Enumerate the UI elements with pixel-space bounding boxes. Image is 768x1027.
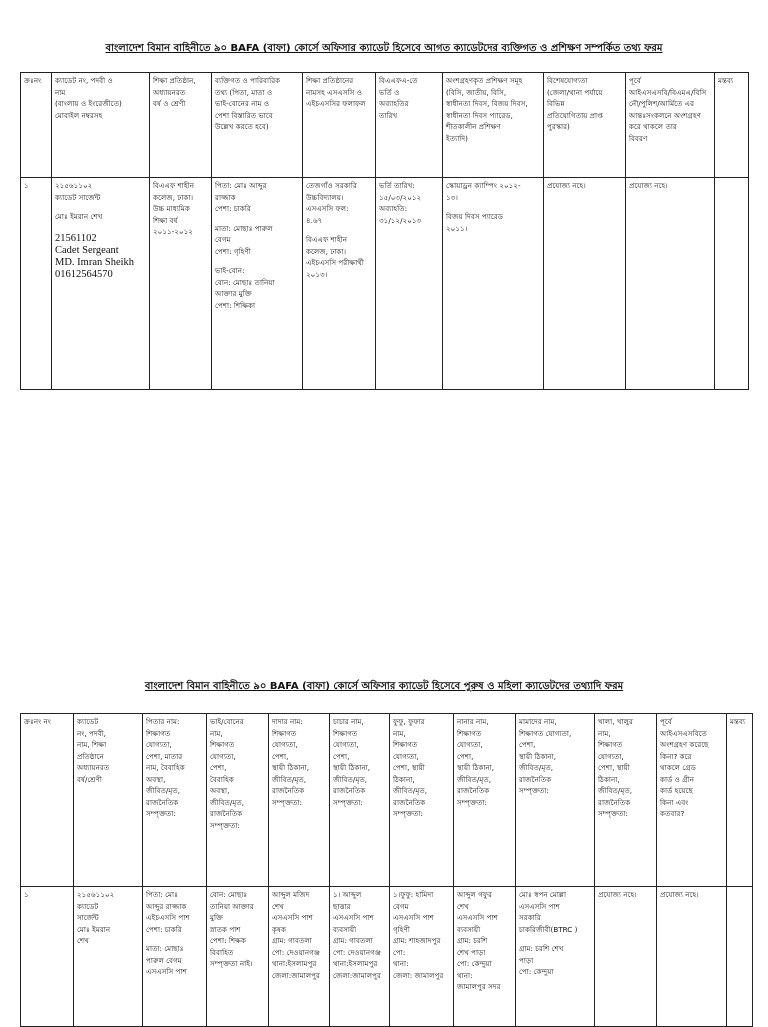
data-cell-text: মোঃ ইমরান <box>77 924 111 934</box>
data-cell-text: ১ <box>24 181 29 190</box>
header-cell-text: স্থায়ী ঠিকানা, <box>519 751 557 761</box>
header-cell-text: সম্পৃক্ততা: <box>519 786 549 796</box>
data-cell-text: বিজয় দিবস প্যারেড <box>446 212 504 222</box>
header-cell <box>626 73 715 178</box>
data-cell-text: গ্রাম: চরশি <box>457 936 488 946</box>
data-cell-text: এসএসসি পাশ <box>457 913 498 923</box>
header-cell-text: স্থায়ী ঠিকানা, <box>272 763 310 773</box>
header-cell-text: রাজনৈতিক <box>146 797 179 807</box>
header-cell-text: রাজনৈতিক <box>272 786 305 796</box>
data-cell-text: প্রযোজ্য নহে। <box>598 890 637 899</box>
data-cell-text: বেগম <box>393 901 409 911</box>
header-cell-text: বৈবাহিক <box>210 774 234 784</box>
header-cell-text: শিক্ষা প্রতিষ্ঠান, <box>153 76 196 85</box>
data-cell-text <box>215 215 299 223</box>
data-cell-text: থানা:ইসলামপুর <box>333 959 378 969</box>
data-cell-text: পেশা: শিক্ষিকা <box>215 300 256 310</box>
header-cell <box>330 714 390 887</box>
data-cell <box>657 887 727 1027</box>
header-cell <box>454 714 516 887</box>
data-cell <box>21 178 52 390</box>
data-cell-text: ১৩। <box>446 192 458 202</box>
data-cell <box>52 178 150 390</box>
header-cell-text: নাম, <box>210 728 223 738</box>
header-cell <box>390 714 454 887</box>
data-cell-text: ২০১১-২০১২ <box>153 227 193 237</box>
data-cell-text: আক্তার মুক্তি <box>215 289 252 299</box>
form1-table <box>20 72 749 390</box>
header-cell-text: মামাদের নাম, <box>519 717 557 726</box>
data-cell-text: এসএসসি পাশ <box>519 901 560 911</box>
data-cell-text: ক্যাডেট <box>77 901 99 911</box>
header-cell-text: ঠিকানা, <box>598 774 620 784</box>
data-cell-text: কৃষক <box>272 924 287 934</box>
data-cell-text: জেলা:জামালপুর <box>272 970 320 980</box>
header-cell-text: জীবিত/মৃত, <box>146 786 181 796</box>
form1-header-row <box>21 73 749 178</box>
header-cell-text: ঠিকানা, <box>393 774 415 784</box>
data-cell-text: বোন: মোছাঃ তানিয়া <box>215 277 275 287</box>
data-cell-text: ১৫/০৩/২০১২ <box>379 192 422 202</box>
data-cell-text: এসএসসি পাশ <box>272 913 313 923</box>
header-cell <box>376 73 443 178</box>
header-cell-text: শিক্ষাগত <box>457 728 482 738</box>
data-cell <box>727 887 753 1027</box>
header-cell-text: তথ্য (পিতা, মাতা ও <box>215 87 273 97</box>
header-cell <box>544 73 626 178</box>
header-cell-text: পূর্বে <box>629 76 641 85</box>
header-cell-text: আন্তঃসংকলনে অংশগ্রহণ <box>629 110 701 120</box>
header-cell-text: নাম <box>55 87 66 97</box>
header-cell-text: বিভিন্ন <box>547 99 565 109</box>
header-cell-text: ভাই-বোনের নাম ও <box>215 99 270 109</box>
header-cell-text: নাম, শিক্ষা <box>77 740 107 750</box>
header-cell-text: স্বাধীনতা দিবস প্যারেড, <box>446 110 513 120</box>
header-cell-text: তারিখ <box>379 110 398 120</box>
data-cell <box>74 887 143 1027</box>
data-cell-text: শেখ পাড়া <box>457 947 486 957</box>
data-cell-text: শিক্ষা বর্ষ <box>153 215 178 225</box>
data-cell-text: প্রযোজ্য নহে। <box>547 181 586 190</box>
header-cell <box>74 714 143 887</box>
header-cell-text: জীবিত/মৃত, <box>598 786 633 796</box>
header-cell-text: জীবিত/মৃত, <box>333 774 368 784</box>
header-cell-text: যোগ্যতা, <box>598 751 624 761</box>
data-cell <box>454 887 516 1027</box>
header-cell-text: যোগ্যতা, <box>393 751 419 761</box>
header-cell <box>212 73 303 178</box>
data-cell-text: মুক্তি <box>210 913 224 923</box>
header-cell-text: ইত্যাদি) <box>446 133 468 143</box>
data-cell-text: ক্যাডেট সার্জেন্ট <box>55 192 101 202</box>
header-cell-text: পেশা বিস্তারিত ভাবে <box>215 110 273 120</box>
header-cell <box>715 73 749 178</box>
cadet-english-line: 01612564570 <box>55 268 113 280</box>
data-cell-text: পিতা: মোঃ আব্দুর <box>215 181 267 190</box>
header-cell <box>516 714 595 887</box>
form2-title: বাংলাদেশ বিমান বাহিনীতে ৯০ BAFA (বাফা) কোর্সে অফিসার ক্যাডেট হিসেবে পুরুষ ও মহিলা ক্যাডেটদের তথ্যাদি ফরম <box>144 681 624 692</box>
data-cell-text: ৩১/১২/২০১৩ <box>379 215 422 225</box>
form1-data-row <box>21 178 749 390</box>
data-cell-text: থানা:ইসলামপুর <box>272 959 317 969</box>
header-cell-text: (জেলা/থানা পর্যায়ে <box>547 87 603 97</box>
header-cell-text: ভাই/বোনের <box>210 717 244 726</box>
header-cell-text: সম্পৃক্ততা: <box>598 809 628 819</box>
header-cell-text: রাজনৈতিক <box>457 786 490 796</box>
form2-header-row <box>21 714 753 887</box>
header-cell-text: রাজনৈতিক <box>393 797 426 807</box>
data-cell-text: পেশা: শিক্ষক <box>210 936 246 946</box>
header-cell <box>150 73 212 178</box>
data-cell-text: বিবাহিত <box>210 947 234 957</box>
data-cell-text: এইচএসসি পরীক্ষার্থী <box>306 258 364 268</box>
header-cell-text: জীবিত/মৃত, <box>519 763 554 773</box>
header-cell-text: যোগ্যতা, <box>146 740 172 750</box>
data-cell-text: পো: দেওয়ানগঞ্জ <box>272 947 321 957</box>
header-cell-text: পেশা, স্থায়ী <box>598 763 630 773</box>
data-cell-text: বিএএফ শাহীন <box>306 235 347 245</box>
data-cell-text: পেশা: চাকরি <box>146 924 182 934</box>
form1-title: বাংলাদেশ বিমান বাহিনীতে ৯০ BAFA (বাফা) কোর্সে অফিসার ক্যাডেট হিসেবে আগত ক্যাডেটদের ব্যক্তিগত ও প্রশিক্ষণ সম্পর্কিত তথ্য ফরম <box>105 43 663 54</box>
header-cell-text: নৌ/পুলিশ/আর্মিতে এর <box>629 99 695 109</box>
header-cell <box>443 73 544 178</box>
data-cell <box>390 887 454 1027</box>
data-cell-text <box>215 257 299 265</box>
data-cell-text: অব্যাহতি: <box>379 204 408 214</box>
header-cell-text: নাম, <box>393 728 406 738</box>
data-cell-text: বোন: মোছাঃ <box>210 890 248 899</box>
data-cell-text: ১।ফুফু: হামিদা <box>393 890 434 899</box>
data-cell-text: এসএসসি ফল: <box>306 204 349 214</box>
data-cell-text: আব্দুর রাজ্জাক <box>146 901 187 911</box>
data-cell-text: এসএসসি পাশ <box>333 913 374 923</box>
data-cell-text: চাকরিজীবী(BTRC ) <box>519 924 578 934</box>
data-cell-text: এসএসসি পাশ <box>393 913 434 923</box>
header-cell <box>303 73 376 178</box>
header-cell-text: অবস্থা, <box>210 786 230 796</box>
data-cell-text: পিতা: মোঃ <box>146 890 178 899</box>
header-cell-text: জীবিত/মৃত, <box>210 797 245 807</box>
data-cell <box>303 178 376 390</box>
data-cell-text: প্রযোজ্য নহে। <box>629 181 668 190</box>
header-cell-text: যোগ্যতা, <box>333 740 359 750</box>
data-cell-text: ১ <box>24 890 29 899</box>
header-cell-text: পেশা, <box>272 751 289 761</box>
data-cell <box>595 887 657 1027</box>
data-cell-text: মোঃ স্বপন মোল্লা <box>519 890 567 899</box>
form2-table <box>20 713 753 1027</box>
data-cell <box>21 887 74 1027</box>
header-cell-text: খালা, খালুর <box>598 717 633 726</box>
data-cell <box>143 887 207 1027</box>
data-cell-text: আব্দুল গফুর <box>457 890 492 899</box>
header-cell-text: স্থায়ী ঠিকানা, <box>457 763 495 773</box>
header-cell-text: বিবরণ <box>629 133 648 143</box>
header-cell <box>21 714 74 887</box>
header-cell-text: সম্পৃক্ততা: <box>333 797 363 807</box>
header-cell-text: পেশা, মাতার <box>146 751 183 761</box>
data-cell-text: রাজ্জাক <box>215 192 236 202</box>
header-cell-text: থাকলে গ্রেড <box>660 763 696 773</box>
data-cell-text: পো: কেন্দুয়া <box>519 967 554 977</box>
header-cell <box>52 73 150 178</box>
data-cell-text: ২০১৩। <box>306 269 328 279</box>
header-cell-text: ভর্তি ও <box>379 87 400 97</box>
data-cell-text <box>718 180 745 188</box>
data-cell-text: ছাত্তার <box>333 901 351 911</box>
data-cell-text: ২১৫৬১১০২ <box>77 890 115 899</box>
header-cell <box>657 714 727 887</box>
data-cell-text: উচ্চবিদ্যালয়। <box>306 192 344 202</box>
header-cell-text: শিক্ষাগত যোগ্যতা, <box>519 728 572 738</box>
data-cell-text <box>306 226 372 234</box>
header-cell-text: নানার নাম, <box>457 717 489 726</box>
header-cell-text: মন্তব্য <box>730 717 746 726</box>
header-cell-text: প্রতিষ্ঠানে <box>77 751 104 761</box>
header-cell-text: যোগ্যতা, <box>457 740 483 750</box>
data-cell-text: কলেজ, ঢাকা। <box>306 246 347 256</box>
data-cell-text: পো: <box>393 947 406 957</box>
data-cell-text: সরকারি <box>519 913 541 923</box>
header-cell-text: পেশা, <box>519 740 536 750</box>
header-cell-text: রাজনৈতিক <box>519 774 552 784</box>
data-cell-text: থানা: <box>457 970 473 980</box>
header-cell-text: ক্রঃনং নং <box>24 717 51 726</box>
header-cell-text: কার্ড ও গ্রীন <box>660 774 694 784</box>
header-cell-text: শিক্ষাগত <box>598 740 623 750</box>
data-cell-text: ভর্তি তারিখ: <box>379 181 415 190</box>
header-cell-text: ক্যাডেট নং, পদবী ও <box>55 76 113 85</box>
data-cell-text: ব্যবসায়ী <box>333 924 357 934</box>
header-cell-text: পেশা, <box>333 751 350 761</box>
data-cell-text: মোঃ ইমরান শেখ <box>55 212 103 222</box>
data-cell-text: গ্রাম: চরশি শেখ <box>519 944 564 954</box>
cadet-english-line: Cadet Sergeant <box>55 244 119 256</box>
data-cell-text: শেখ <box>272 901 284 911</box>
header-cell-text: নং, পদবী, <box>77 728 106 738</box>
header-cell-text: শিক্ষাগত <box>393 740 418 750</box>
data-cell <box>207 887 269 1027</box>
data-cell <box>715 178 749 390</box>
header-cell <box>727 714 753 887</box>
header-cell-text: শিক্ষাগত <box>333 728 358 738</box>
data-cell-text: পারুল বেগম <box>146 955 182 965</box>
data-cell-text <box>146 935 203 943</box>
header-cell-text: পিতার নাম: <box>146 717 180 726</box>
header-cell-text: স্বাধীনতা দিবস, বিজয় দিবস, <box>446 99 528 109</box>
header-cell-text: পেশা, স্থায়ী <box>393 763 425 773</box>
header-cell-text: রাজনৈতিক <box>333 786 366 796</box>
form2-data-row <box>21 887 753 1027</box>
data-cell-text: ভাই-বোন: <box>215 266 245 276</box>
header-cell-text: ফুফু, ফুফার <box>393 717 425 726</box>
header-cell-text: সম্পৃক্ততা: <box>210 820 240 830</box>
header-cell-text: (বিসি, জাতীয়, বিসি, <box>446 87 507 97</box>
header-cell-text: প্রতিযোগিতায় প্রাপ্ত <box>547 110 604 120</box>
header-cell-text: বর্ষ ও শ্রেণী <box>153 99 186 109</box>
header-cell-text: অব্যাহতির <box>379 99 409 109</box>
data-cell-text: এসএসসি পাশ <box>146 967 187 977</box>
data-cell-text: পেশা: গৃহিণী <box>215 246 251 256</box>
data-cell-text: তেজগাঁও সরকারি <box>306 181 357 190</box>
header-cell-text: অংশগ্রহণ করেছে <box>660 740 709 750</box>
data-cell <box>626 178 715 390</box>
header-cell-text: ক্রঃনং <box>24 76 42 85</box>
data-cell-text: বিএএফ শাহীন <box>153 181 194 190</box>
data-cell-text: বেগম <box>215 235 231 245</box>
header-cell-text: যোগ্যতা, <box>210 751 236 761</box>
data-cell <box>150 178 212 390</box>
header-cell-text: পূর্বে <box>660 717 672 726</box>
data-cell-text: তানিয়া আক্তার <box>210 901 254 911</box>
header-cell-text: শীতকালীন প্রশিক্ষণ <box>446 122 501 132</box>
header-cell-text: মোবাইল নম্বরসহ <box>55 110 103 120</box>
header-cell-text: জীবিত/মৃত, <box>272 774 307 784</box>
data-cell-text: মাতা: মোছাঃ পারুল <box>215 223 273 233</box>
header-cell-text: উল্লেখ করতে হবে) <box>215 122 269 132</box>
header-cell-text: চাচার নাম, <box>333 717 364 726</box>
data-cell-text: সার্জেন্ট <box>77 913 99 923</box>
data-cell-text: এইচএসসি পাশ <box>146 913 190 923</box>
data-cell-text: ২০১১। <box>446 223 468 233</box>
header-cell-text: সম্পৃক্ততা: <box>272 797 302 807</box>
header-cell <box>595 714 657 887</box>
header-cell-text: বিএএফএ-তে <box>379 76 418 85</box>
data-cell <box>269 887 330 1027</box>
data-cell-text: পাড়া <box>519 955 534 965</box>
header-cell-text: শিক্ষাগত <box>146 728 171 738</box>
data-cell <box>330 887 390 1027</box>
data-cell-text: শেখ <box>457 901 469 911</box>
header-cell-text: করে থাকলে তার <box>629 122 677 132</box>
header-cell-text: শিক্ষা প্রতিষ্ঠানের <box>306 76 354 85</box>
header-cell-text: সম্পৃক্ততা: <box>393 809 423 819</box>
data-cell-text: উচ্চ মাধ্যমিক <box>153 204 190 214</box>
data-cell <box>516 887 595 1027</box>
header-cell-text: নামসহ এসএসসি ও <box>306 87 362 97</box>
data-cell-text: স্কোয়াড্রন ক্যাম্পিং ২০১২- <box>446 181 521 190</box>
data-cell-text: আব্দুল মজিদ <box>272 890 310 899</box>
header-cell-text: শিক্ষাগত <box>210 740 235 750</box>
data-cell-text: গ্রাম: গাবতলা <box>333 936 373 946</box>
data-cell-text: ২১৫৬১১০২ <box>55 181 93 190</box>
header-cell-text: (বাংলায় ও ইংরেজীতে) <box>55 99 122 109</box>
header-cell-text: জীবিত/মৃত, <box>393 786 428 796</box>
data-cell <box>376 178 443 390</box>
data-cell-text: গ্রাম: শাহজাদপুর <box>393 936 441 946</box>
data-cell-text: পো: দেওয়ানগঞ্জ <box>333 947 382 957</box>
header-cell-text: কিনা এবং <box>660 797 689 807</box>
header-cell-text: বিশেষযোগ্যতা <box>547 76 588 85</box>
data-cell-text <box>730 889 749 897</box>
data-cell-text: জেলা:জামালপুর <box>333 970 381 980</box>
header-cell-text: যোগ্যতা, <box>272 740 298 750</box>
cadet-english-line: MD. Imran Sheikh <box>55 256 135 268</box>
header-cell-text: অংশগ্রহণকৃত প্রশিক্ষণ সমূহ <box>446 76 523 85</box>
data-cell-text: ব্যবসায়ী <box>457 924 481 934</box>
data-cell <box>443 178 544 390</box>
data-cell-text: জামালপুর সদর <box>457 982 501 992</box>
header-cell-text: কিনা? করে <box>660 751 692 761</box>
data-cell-text: স্নাতক পাশ <box>210 924 241 934</box>
header-cell-text: জীবিত/মৃত, <box>457 774 492 784</box>
header-cell-text: রাজনৈতিক <box>598 797 631 807</box>
data-cell-text: ৪.৬৭ <box>306 215 323 225</box>
data-cell-text: গ্রাম: গাবতলা <box>272 936 312 946</box>
data-cell-text: থানা: <box>393 959 409 969</box>
header-cell-text: অধ্যায়নরত <box>77 763 110 773</box>
header-cell <box>207 714 269 887</box>
header-cell-text: এইচএসসির ফলাফল <box>306 99 366 109</box>
header-cell-text: আইএসএসবি/বিএমএ/বিসি <box>629 87 707 97</box>
header-cell <box>21 73 52 178</box>
data-cell-text: ১। আব্দুল <box>333 890 362 899</box>
header-cell-text: নাম, বৈবাহিক <box>146 763 185 773</box>
header-cell-text: পেশা, <box>210 763 227 773</box>
data-cell-text <box>55 203 146 211</box>
header-cell-text: পেশা, <box>457 751 474 761</box>
cadet-english-details <box>55 233 146 281</box>
header-cell <box>143 714 207 887</box>
header-cell-text: অধ্যায়নরত <box>153 87 186 97</box>
header-cell-text: কতবার? <box>660 809 685 819</box>
data-cell-text: জেলা: জামালপুর <box>393 970 444 980</box>
header-cell-text: অবস্থা, <box>146 774 166 784</box>
cadet-english-line: 21561102 <box>55 232 97 244</box>
data-cell-text <box>519 935 591 943</box>
header-cell-text: রাজনৈতিক <box>210 809 243 819</box>
data-cell-text <box>446 203 540 211</box>
data-cell-text: সম্পৃক্ততা নাই। <box>210 959 253 969</box>
header-cell-text: পুরস্কার) <box>547 122 570 132</box>
header-cell-text: মন্তব্য <box>718 76 734 85</box>
header-cell-text: কার্ড হয়েছে <box>660 786 693 796</box>
header-cell-text: স্থায়ী ঠিকানা, <box>333 763 371 773</box>
data-cell <box>544 178 626 390</box>
header-cell-text: ক্যাডেট <box>77 717 99 726</box>
header-cell <box>269 714 330 887</box>
header-cell-text: বর্ষ/শ্রেণী <box>77 774 102 784</box>
data-cell-text: প্রযোজ্য নহে। <box>660 890 699 899</box>
header-cell-text: সম্পৃক্ততা: <box>457 797 487 807</box>
data-cell <box>212 178 303 390</box>
data-cell-text: পেশা: চাকরি <box>215 204 251 214</box>
data-cell-text: পো: কেন্দুয়া <box>457 959 492 969</box>
data-cell-text: কলেজ, ঢাকা। <box>153 192 194 202</box>
data-cell-text: মাতা: মোছাঃ <box>146 944 184 954</box>
data-cell-text: গৃহিণী <box>393 924 410 934</box>
header-cell-text: ব্যক্তিগত ও পারিবারিক <box>215 76 281 85</box>
header-cell-text: আইএসএসবিতে <box>660 728 707 738</box>
header-cell-text: দাদার নাম: <box>272 717 303 726</box>
header-cell-text: সম্পৃক্ততা: <box>146 809 176 819</box>
header-cell-text: শিক্ষাগত <box>272 728 297 738</box>
header-cell-text: নাম, <box>598 728 611 738</box>
data-cell-text: শেখ <box>77 936 89 946</box>
